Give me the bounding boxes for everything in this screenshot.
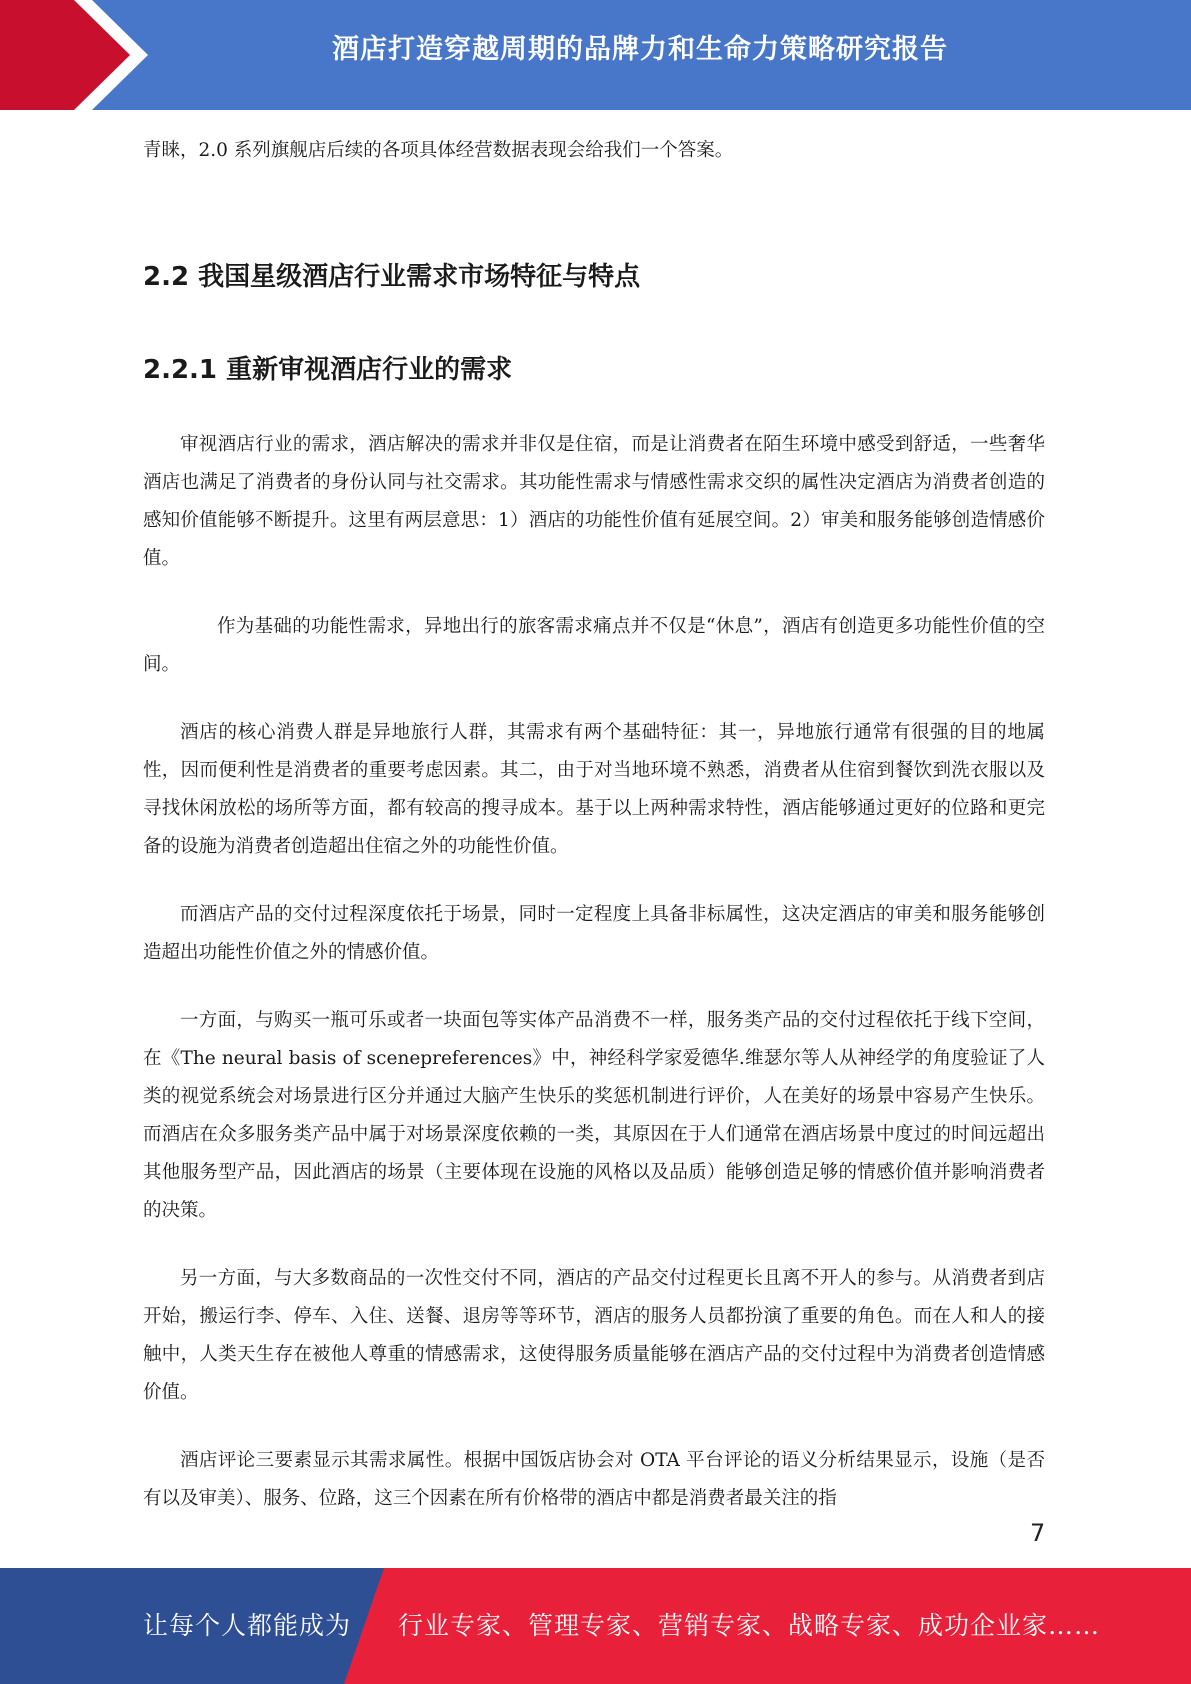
- paragraph-1: 审视酒店行业的需求，酒店解决的需求并非仅是住宿，而是让消费者在陌生环境中感受到舒适，一些奢华酒店也满足了消费者的身份认同与社交需求。其功能性需求与情感性需求交织的属性决定酒店为消费者创造的感知价值能够不断提升。这里有两层意思：1）酒店的功能性价值有延展空间。2）审美和服务能够创造情感价值。: [143, 434, 1045, 569]
- paragraph-4: 而酒店产品的交付过程深度依托于场景，同时一定程度上具备非标属性，这决定酒店的审美和服务能够创造超出功能性价值之外的情感价值。: [143, 904, 1045, 963]
- header-band: [0, 0, 1191, 110]
- page-number: 7: [1030, 1519, 1046, 1547]
- paragraph-6: 另一方面，与大多数商品的一次性交付不同，酒店的产品交付过程更长且离不开人的参与。从消费者到店开始，搬运行李、停车、入住、送餐、退房等等环节，酒店的服务人员都扮演了重要的角色。而在人和人的接触中，人类天生存在被他人尊重的情感需求，这使得服务质量能够在酒店产品的交付过程中为消费者创造情感价值。: [143, 1268, 1045, 1403]
- header-chevron-decoration: [0, 0, 160, 110]
- footer-slogan-left: 让每个人都能成为: [143, 1611, 352, 1640]
- paragraph-5: 一方面，与购买一瓶可乐或者一块面包等实体产品消费不一样，服务类产品的交付过程依托于线下空间，在《The neural basis of scenepreferences》中，神经科学家爱德华.维瑟尔等人从神经学的角度验证了人类的视觉系统会对场景进行区分并通过大脑产生快乐的奖惩机制进行评价，人在美好的场景中容易产生快乐。而酒店在众多服务类产品中属于对场景深度依赖的一类，其原因在于人们通常在酒店场景中度过的时间远超出其他服务型产品，因此酒店的场景（主要体现在设施的风格以及品质）能够创造足够的情感价值并影响消费者的决策。: [143, 1010, 1045, 1221]
- footer-band: [0, 1568, 1191, 1684]
- continuation-paragraph: 青睐，2.0 系列旗舰店后续的各项具体经营数据表现会给我们一个答案。: [143, 140, 734, 161]
- subsection-heading: 2.2.1 重新审视酒店行业的需求: [143, 355, 513, 385]
- paragraph-3: 酒店的核心消费人群是异地旅行人群，其需求有两个基础特征：其一，异地旅行通常有很强的目的地属性，因而便利性是消费者的重要考虑因素。其二，由于对当地环境不熟悉，消费者从住宿到餐饮到洗衣服以及寻找休闲放松的场所等方面，都有较高的搜寻成本。基于以上两种需求特性，酒店能够通过更好的位路和更完备的设施为消费者创造超出住宿之外的功能性价值。: [143, 722, 1045, 857]
- paragraph-7: 酒店评论三要素显示其需求属性。根据中国饭店协会对 OTA 平台评论的语义分析结果显示，设施（是否有以及审美）、服务、位路，这三个因素在所有价格带的酒店中都是消费者最关注的指: [143, 1450, 1045, 1509]
- paragraph-2: 作为基础的功能性需求，异地出行的旅客需求痛点并不仅是“休息”，酒店有创造更多功能性价值的空间。: [143, 616, 1045, 675]
- section-heading: 2.2 我国星级酒店行业需求市场特征与特点: [143, 262, 641, 292]
- footer-slogan-right: 行业专家、管理专家、营销专家、战略专家、成功企业家……: [398, 1611, 1101, 1640]
- report-title: 酒店打造穿越周期的品牌力和生命力策略研究报告: [332, 34, 948, 65]
- page-content: [143, 132, 1045, 1518]
